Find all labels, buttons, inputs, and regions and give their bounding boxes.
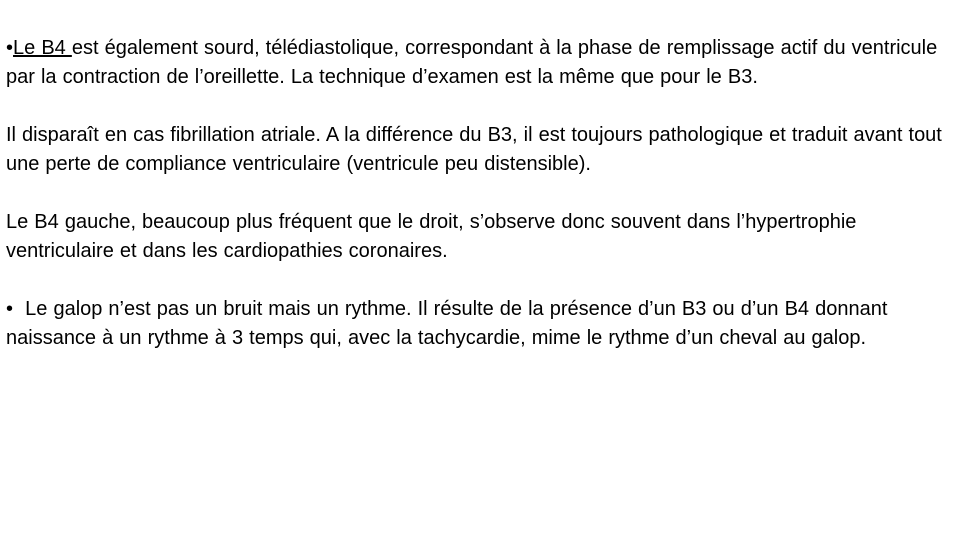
paragraph-b4-gauche: Le B4 gauche, beaucoup plus fréquent que le droit, s’observe donc souvent dans l’hypertrophie ventriculaire et dans les cardiopathies coronaires. bbox=[6, 211, 857, 262]
paragraph-b4-description bbox=[6, 34, 946, 92]
paragraph-text: Le galop n’est pas un bruit mais un rythme. Il résulte de la présence d’un B3 ou d’un B4 donnant naissance à un rythme à 3 temps qui, avec la tachycardie, mime le rythme d’un cheval au galop. bbox=[6, 298, 888, 349]
underlined-term: Le B4 bbox=[13, 37, 72, 59]
slide-body bbox=[6, 34, 946, 353]
paragraph-galop bbox=[6, 295, 946, 353]
paragraph-text: est également sourd, télédiastolique, correspondant à la phase de remplissage actif du ventricule par la contraction de l’oreillette. La technique d’examen est la même que pour le B3. bbox=[6, 37, 938, 88]
paragraph-fibrillation: Il disparaît en cas fibrillation atriale. A la différence du B3, il est toujours pathologique et traduit avant tout une perte de compliance ventriculaire (ventricule peu distensible). bbox=[6, 124, 942, 175]
bullet-marker: • bbox=[6, 37, 14, 59]
bullet-marker: • bbox=[6, 298, 14, 320]
